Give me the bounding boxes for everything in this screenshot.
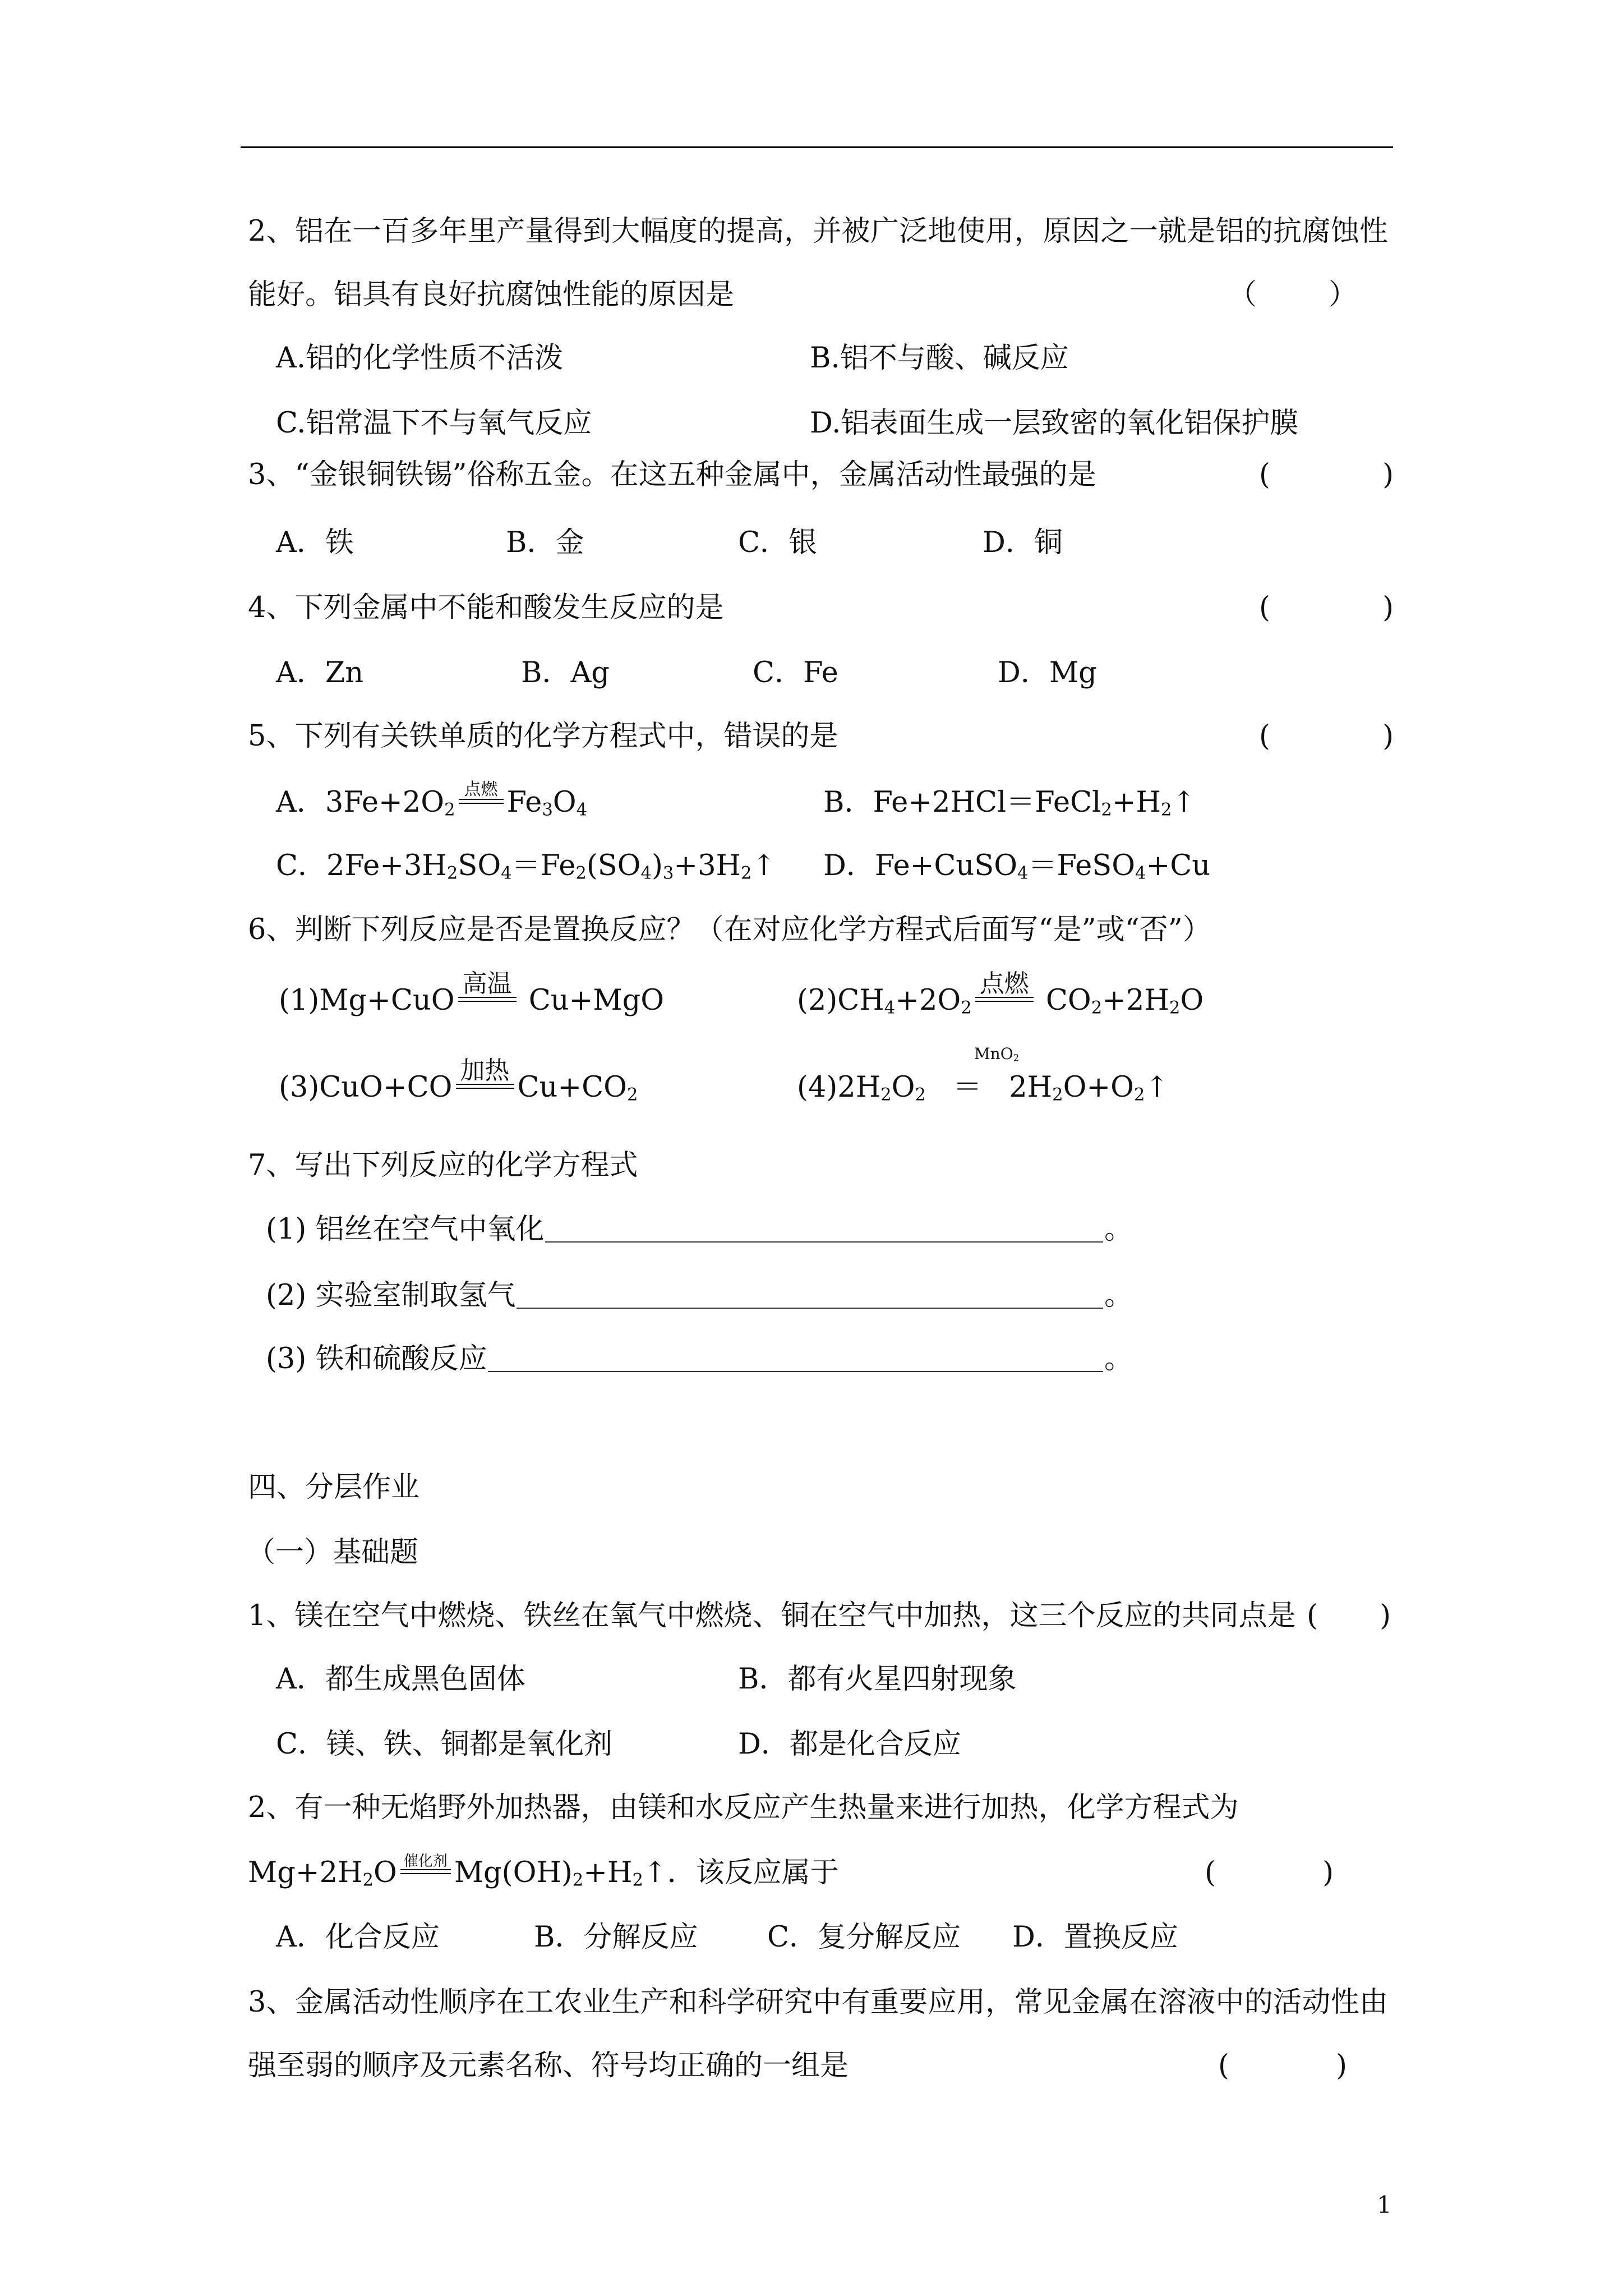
formula-text: +2H: [1102, 984, 1169, 1017]
q4-option-b: B．Ag: [521, 656, 610, 689]
answer-blank: [517, 1279, 1103, 1309]
q7-item-end: 。: [1104, 1342, 1133, 1375]
q7-item-label: (3) 铁和硫酸反应: [266, 1342, 487, 1375]
subscript: 2: [1091, 998, 1103, 1018]
s4-q2-stem-line1: 2、有一种无焰野外加热器，由镁和水反应产生热量来进行加热，化学方程式为: [248, 1791, 1239, 1824]
formula-text: D．Fe+CuSO: [823, 849, 1018, 882]
s4-q2-option-a: A．化合反应: [276, 1921, 440, 1954]
subscript: 2: [362, 1870, 374, 1890]
formula-text: O: [891, 1071, 915, 1104]
q3-stem: 3、“金银铜铁锡”俗称五金。在这五种金属中，金属活动性最强的是: [248, 458, 1096, 491]
formula-text: CO: [1036, 984, 1091, 1017]
subscript: 2: [961, 998, 972, 1018]
subscript: 4: [884, 998, 896, 1018]
q2-answer-bracket: [1228, 278, 1357, 312]
formula-text: +2O: [895, 984, 961, 1017]
formula-text: O: [374, 1856, 397, 1889]
subscript: 4: [576, 800, 588, 820]
q7-item-label: (2) 实验室制取氢气: [266, 1279, 516, 1312]
q2-option-d: D.铝表面生成一层致密的氧化铝保护膜: [810, 407, 1299, 440]
formula-text: ↑: [1145, 1071, 1169, 1104]
header-rule: [241, 146, 1393, 148]
subscript: 3: [542, 800, 553, 820]
formula-text: O: [552, 786, 577, 819]
subscript: 4: [501, 863, 512, 884]
formula-text: ↑: [1172, 786, 1196, 819]
q5-option-d: [823, 849, 1210, 883]
formula-text: Fe: [506, 786, 542, 819]
formula-text: ＝Fe: [511, 849, 576, 882]
formula-text: +H: [583, 1856, 633, 1889]
q5-stem: 5、下列有关铁单质的化学方程式中，错误的是: [248, 720, 838, 753]
q5-answer-bracket: [1259, 720, 1394, 753]
q6-catalyst-label: [974, 1045, 1019, 1064]
formula-text: (4)2H: [797, 1071, 881, 1104]
subscript: 2: [572, 1870, 584, 1890]
reaction-condition: [975, 969, 1034, 1002]
bracket-open: (: [1259, 720, 1270, 753]
q7-item-label: (1) 铝丝在空气中氧化: [266, 1213, 545, 1246]
s4-q1-option-a: A．都生成黑色固体: [276, 1663, 525, 1696]
s4-q2-option-d: D．置换反应: [1012, 1921, 1178, 1954]
formula-text: ＝: [925, 1071, 1009, 1104]
bracket-open: （: [1228, 278, 1257, 311]
subscript: 2: [632, 1870, 643, 1890]
q4-option-c: C．Fe: [753, 656, 838, 689]
bracket-open: (: [1205, 1856, 1216, 1889]
subscript: 4: [640, 863, 652, 884]
formula-text: C．2Fe+3H: [276, 849, 447, 882]
condition-label: 高温: [462, 969, 512, 998]
answer-blank: [488, 1342, 1103, 1372]
bracket-close: ): [1322, 1856, 1334, 1889]
page-number: 1: [1377, 2191, 1392, 2219]
bracket-close: ): [1382, 720, 1394, 753]
s4-q2-option-b: B．分解反应: [534, 1921, 698, 1954]
formula-text: SO: [458, 849, 501, 882]
s4-q1-stem: 1、镁在空气中燃烧、铁丝在氧气中燃烧、铜在空气中加热，这三个反应的共同点是: [248, 1599, 1296, 1632]
bracket-close: ): [1382, 458, 1394, 491]
subscript: 2: [575, 863, 587, 884]
subscript: 3: [662, 863, 674, 884]
formula-text: +H: [1112, 786, 1161, 819]
q4-option-d: D．Mg: [998, 656, 1097, 689]
subscript: 2: [1169, 998, 1181, 1018]
formula-text: B．Fe+2HCl＝FeCl: [823, 786, 1101, 819]
condition-label: 加热: [460, 1056, 510, 1085]
formula-text: ): [651, 849, 663, 882]
q7-item-end: 。: [1104, 1213, 1133, 1246]
s4-q2-answer-bracket: [1205, 1856, 1334, 1890]
q3-option-b: B．金: [506, 526, 584, 559]
formula-text: (2)CH: [797, 984, 884, 1017]
condition-label: 点燃: [979, 969, 1029, 998]
s4-q2-equation: [248, 1852, 839, 1890]
condition-label: 催化剂: [403, 1852, 448, 1870]
q3-option-c: C．银: [738, 526, 818, 559]
q3-answer-bracket: [1259, 458, 1394, 492]
formula-text: (SO: [586, 849, 641, 882]
s4-q3-answer-bracket: [1218, 2049, 1347, 2083]
subscript: 2: [1101, 800, 1112, 820]
s4-q3-stem-line2: 强至弱的顺序及元素名称、符号均正确的一组是: [248, 2049, 849, 2082]
subscript: 2: [446, 863, 458, 884]
s4-q2-option-c: C．复分解反应: [767, 1921, 961, 1954]
subscript: 2: [1052, 1085, 1063, 1105]
bracket-open: (: [1259, 591, 1270, 624]
condition-label: 点燃: [464, 779, 498, 799]
q7-item-3: [266, 1342, 1133, 1376]
subscript: 2: [880, 1085, 892, 1105]
reaction-condition: [458, 969, 517, 1002]
s4-q1-option-c: C．镁、铁、铜都是氧化剂: [276, 1728, 613, 1761]
q2-option-c: C.铝常温下不与氧气反应: [276, 407, 592, 440]
s4-q1-option-b: B．都有火星四射现象: [738, 1663, 1017, 1696]
subscript: 2: [1133, 1085, 1145, 1105]
reaction-condition: [400, 1852, 451, 1874]
q5-option-b: [823, 786, 1196, 820]
q7-item-1: [266, 1213, 1133, 1246]
s4-q1-option-d: D．都是化合反应: [738, 1728, 961, 1761]
subscript: 4: [1135, 863, 1146, 884]
reaction-condition: [456, 1056, 514, 1089]
formula-text: Mg(OH): [454, 1856, 573, 1889]
q3-option-d: D．铜: [983, 526, 1063, 559]
q7-item-2: [266, 1279, 1133, 1313]
formula-text: (1)Mg+CuO: [279, 984, 455, 1017]
q6-reaction-1: [279, 969, 665, 1018]
formula-text: O: [1180, 984, 1204, 1017]
formula-text: Cu+MgO: [519, 984, 665, 1017]
bracket-open: (: [1307, 1599, 1318, 1632]
q2-option-b: B.铝不与酸、碱反应: [810, 342, 1069, 375]
section-title: 四、分层作业: [248, 1471, 420, 1504]
q7-stem: 7、写出下列反应的化学方程式: [248, 1149, 638, 1182]
q6-reaction-4: [797, 1071, 1169, 1105]
s4-q1-answer-bracket: [1307, 1599, 1391, 1633]
formula-text: Cu+CO: [517, 1071, 627, 1104]
q6-reaction-2: [797, 969, 1204, 1018]
formula-text: ＝FeSO: [1028, 849, 1136, 882]
bracket-open: (: [1218, 2049, 1229, 2082]
subscript: 2: [1161, 800, 1172, 820]
formula-text: +Cu: [1146, 849, 1211, 882]
q2-option-a: A.铝的化学性质不活泼: [276, 342, 564, 375]
q2-stem-line2: 能好。铝具有良好抗腐蚀性能的原因是: [248, 278, 735, 311]
q5-option-c: [276, 849, 776, 883]
formula-text: ↑: [751, 849, 776, 882]
section-subtitle: （一）基础题: [247, 1536, 419, 1569]
bracket-close: ): [1336, 2049, 1347, 2082]
formula-text: Mg+2H: [248, 1856, 363, 1889]
bracket-close: ）: [1328, 278, 1357, 311]
formula-text: O+O: [1063, 1071, 1134, 1104]
q4-stem: 4、下列金属中不能和酸发生反应的是: [248, 591, 724, 624]
s4-q3-stem-line1: 3、金属活动性顺序在工农业生产和科学研究中有重要应用，常见金属在溶液中的活动性由: [248, 1986, 1388, 2019]
subscript: 4: [1017, 863, 1029, 884]
reaction-condition: [459, 779, 504, 804]
q3-option-a: A．铁: [276, 526, 354, 559]
subscript: 2: [444, 800, 455, 820]
q4-answer-bracket: [1259, 591, 1394, 625]
subscript: 2: [1013, 1052, 1020, 1064]
bracket-open: (: [1259, 458, 1270, 491]
subscript: 2: [626, 1085, 638, 1105]
subscript: 2: [915, 1085, 926, 1105]
formula-text: +3H: [674, 849, 741, 882]
formula-text: MnO: [974, 1045, 1013, 1063]
formula-text: ↑．该反应属于: [643, 1856, 839, 1889]
answer-blank: [545, 1213, 1103, 1243]
q5-option-a: [276, 779, 588, 820]
q6-reaction-3: [279, 1056, 638, 1105]
q7-item-end: 。: [1104, 1279, 1133, 1312]
q4-option-a: A．Zn: [276, 656, 364, 689]
formula-text: 2H: [1009, 1071, 1053, 1104]
formula-text: A．3Fe+2O: [276, 786, 445, 819]
subscript: 2: [741, 863, 752, 884]
bracket-close: ): [1382, 591, 1394, 624]
formula-text: (3)CuO+CO: [279, 1071, 453, 1104]
q2-stem-line1: 2、铝在一百多年里产量得到大幅度的提高，并被广泛地使用，原因之一就是铝的抗腐蚀性: [248, 215, 1388, 248]
bracket-close: ): [1380, 1599, 1391, 1632]
q6-stem: 6、判断下列反应是否是置换反应？（在对应化学方程式后面写“是”或“否”）: [248, 913, 1211, 946]
